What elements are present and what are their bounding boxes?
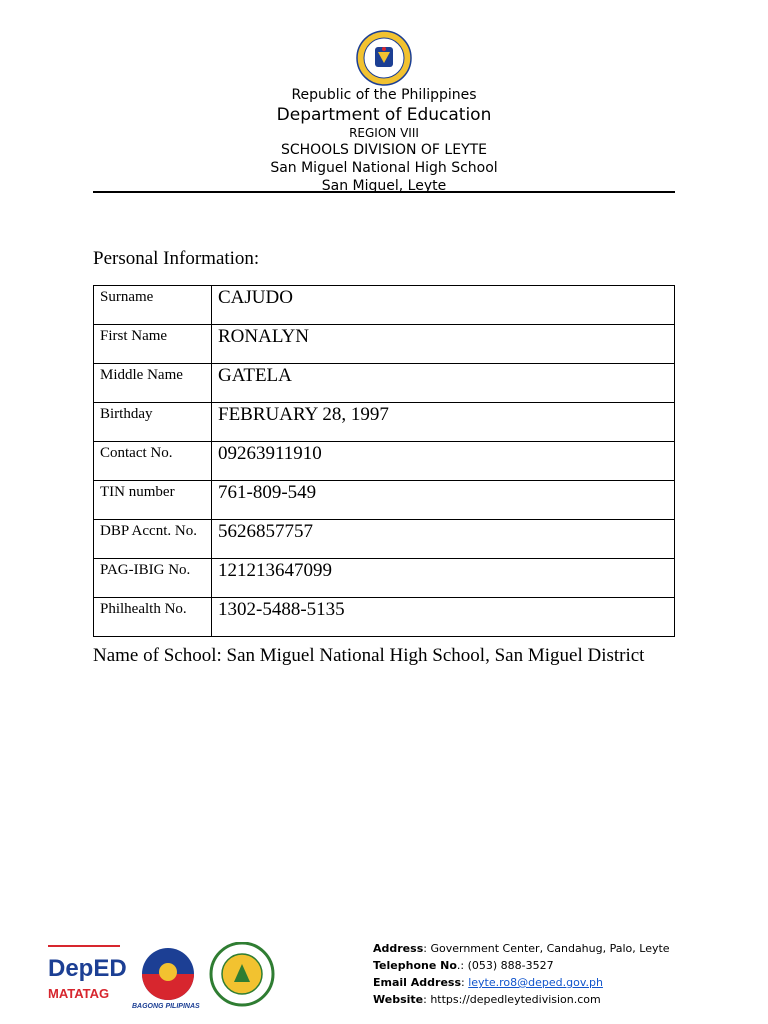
header-region: REGION VIII xyxy=(349,126,419,140)
row-value: FEBRUARY 28, 1997 xyxy=(212,403,675,442)
deped-seal-icon xyxy=(356,30,412,86)
table-row xyxy=(94,520,675,559)
svg-text:DepED: DepED xyxy=(48,955,127,982)
footer-email: Email Address: leyte.ro8@deped.gov.ph xyxy=(373,976,603,989)
row-label: Surname xyxy=(94,286,212,325)
row-label: TIN number xyxy=(94,481,212,520)
email-link[interactable]: leyte.ro8@deped.gov.ph xyxy=(468,976,603,989)
section-title: Personal Information: xyxy=(93,248,260,269)
header-school: San Miguel National High School xyxy=(270,160,498,176)
bagong-pilipinas-logo xyxy=(132,948,200,1010)
personal-info-table xyxy=(93,285,675,637)
header-republic: Republic of the Philippines xyxy=(291,87,477,103)
table-row xyxy=(94,481,675,520)
table-row xyxy=(94,325,675,364)
school-name-line: Name of School: San Miguel National High School, San Miguel District xyxy=(93,645,645,666)
header-department: Department of Education xyxy=(276,105,492,125)
footer-logos xyxy=(48,942,288,1012)
deped-matatag-logo xyxy=(48,946,127,1001)
letterhead xyxy=(0,30,768,195)
table-row xyxy=(94,403,675,442)
table-row xyxy=(94,442,675,481)
header-location: San Miguel, Leyte xyxy=(321,178,447,194)
row-label: DBP Accnt. No. xyxy=(94,520,212,559)
row-label: Middle Name xyxy=(94,364,212,403)
row-label: Philhealth No. xyxy=(94,598,212,637)
table-row xyxy=(94,286,675,325)
row-value: GATELA xyxy=(212,364,675,403)
row-label: PAG-IBIG No. xyxy=(94,559,212,598)
row-value: 121213647099 xyxy=(212,559,675,598)
row-value: 5626857757 xyxy=(212,520,675,559)
footer-phone: Telephone No.: (053) 888-3527 xyxy=(373,959,554,972)
table-row xyxy=(94,559,675,598)
footer-website: Website: https://depedleytedivision.com xyxy=(373,993,601,1006)
header-division: SCHOOLS DIVISION OF LEYTE xyxy=(280,142,488,158)
row-label: First Name xyxy=(94,325,212,364)
row-label: Birthday xyxy=(94,403,212,442)
header-divider xyxy=(93,191,675,193)
row-value: CAJUDO xyxy=(212,286,675,325)
row-value: 1302-5488-5135 xyxy=(212,598,675,637)
svg-text:BAGONG PILIPINAS: BAGONG PILIPINAS xyxy=(132,1003,200,1010)
footer-address: Address: Government Center, Candahug, Palo, Leyte xyxy=(373,942,670,955)
svg-text:MATATAG: MATATAG xyxy=(48,986,110,1001)
division-seal-logo xyxy=(211,943,273,1005)
row-label: Contact No. xyxy=(94,442,212,481)
footer-contact xyxy=(373,940,670,1008)
row-value: 09263911910 xyxy=(212,442,675,481)
row-value: 761-809-549 xyxy=(212,481,675,520)
row-value: RONALYN xyxy=(212,325,675,364)
table-row xyxy=(94,598,675,637)
table-row xyxy=(94,364,675,403)
